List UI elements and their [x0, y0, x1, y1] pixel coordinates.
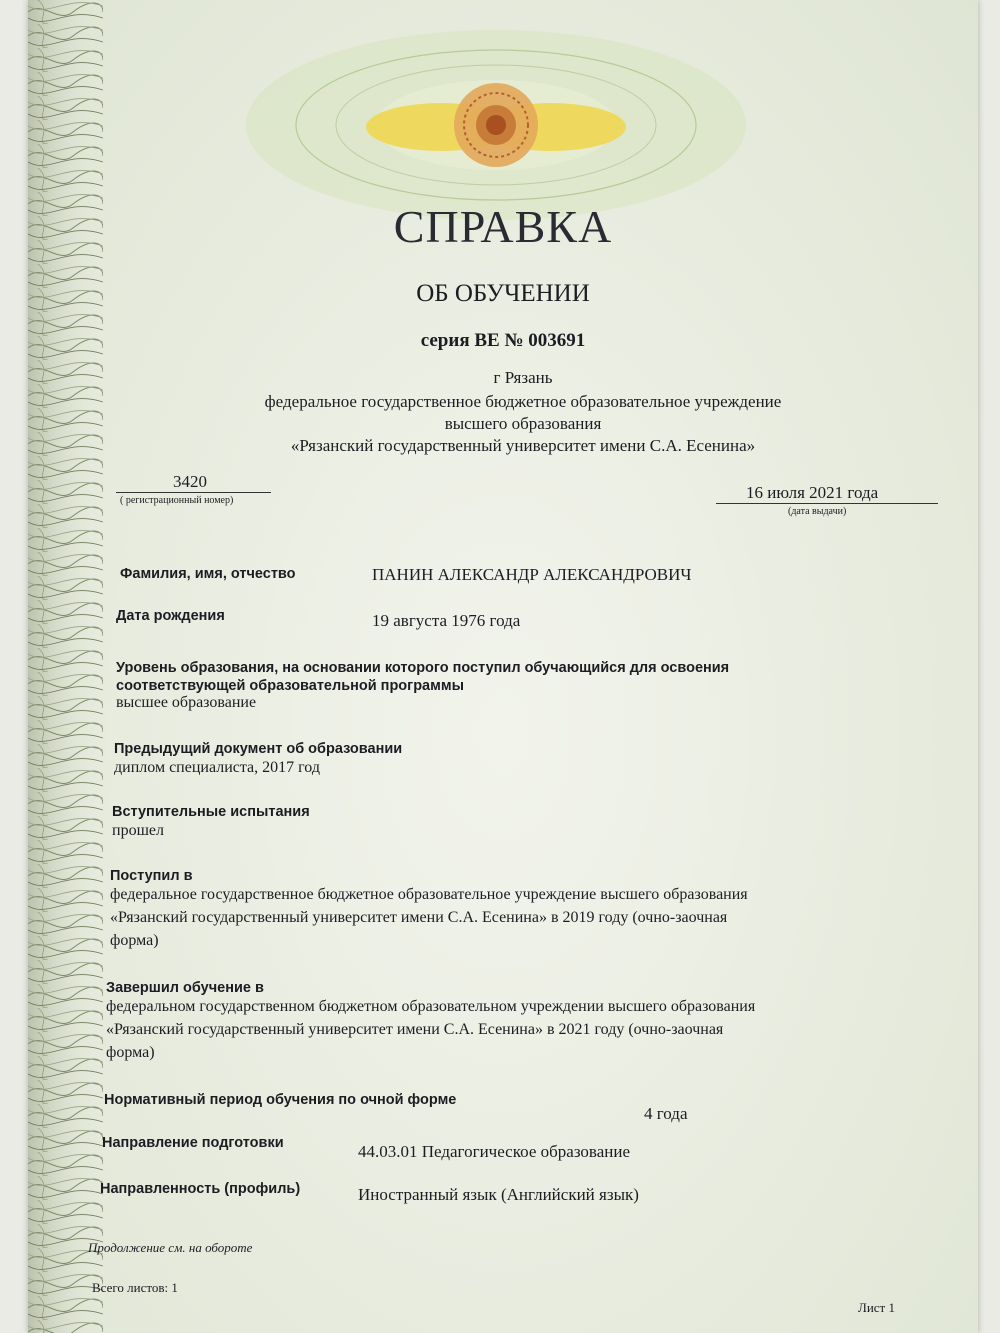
admitted-line-1: федеральное государственное бюджетное образовательное учреждение высшего образования — [110, 886, 748, 903]
profile-value: Иностранный язык (Английский язык) — [358, 1185, 639, 1204]
document-series: серия ВЕ № 003691 — [420, 330, 586, 351]
issue-date-caption: (дата выдачи) — [788, 506, 847, 517]
document-title: СПРАВКА — [393, 201, 613, 252]
period-value: 4 года — [644, 1104, 688, 1123]
birth-label: Дата рождения — [116, 608, 225, 624]
fio-label: Фамилия, имя, отчество — [120, 566, 296, 582]
institution-line-3: «Рязанский государственный университет имени С.А. Есенина» — [290, 436, 756, 455]
education-level-value: высшее образование — [116, 694, 257, 711]
education-level-label-2: соответствующей образовательной программы — [116, 678, 464, 694]
completed-line-1: федеральном государственном бюджетном образовательном учреждении высшего образования — [106, 998, 756, 1015]
institution-line-2: высшего образования — [444, 414, 602, 433]
continued-note: Продолжение см. на обороте — [88, 1240, 253, 1255]
prev-doc-label: Предыдущий документ об образовании — [114, 741, 403, 757]
registration-caption: ( регистрационный номер) — [120, 495, 234, 506]
completed-line-3: форма) — [106, 1044, 155, 1061]
admitted-label: Поступил в — [110, 868, 193, 884]
profile-label: Направленность (профиль) — [100, 1181, 301, 1197]
completed-line-2: «Рязанский государственный университет имени С.А. Есенина» в 2021 году (очно-заочная — [106, 1021, 724, 1038]
direction-label: Направление подготовки — [102, 1135, 284, 1151]
direction-value: 44.03.01 Педагогическое образование — [358, 1142, 631, 1161]
education-level-label-1: Уровень образования, на основании которого поступил обучающийся для освоения — [116, 660, 730, 676]
institution-line-1: федеральное государственное бюджетное образовательное учреждение — [264, 392, 782, 411]
certificate-page — [28, 0, 978, 1333]
birth-value: 19 августа 1976 года — [372, 611, 521, 630]
admitted-line-2: «Рязанский государственный университет имени С.А. Есенина» в 2019 году (очно-заочная — [110, 909, 728, 926]
issue-date: 16 июля 2021 года — [746, 483, 879, 502]
period-label: Нормативный период обучения по очной форме — [104, 1092, 457, 1108]
admitted-line-3: форма) — [110, 932, 159, 949]
entrance-value: прошел — [112, 822, 164, 839]
completed-label: Завершил обучение в — [106, 980, 264, 996]
registration-underline — [116, 492, 271, 493]
issue-date-underline — [716, 503, 938, 504]
sheet-number: Лист 1 — [858, 1300, 895, 1315]
prev-doc-value: диплом специалиста, 2017 год — [114, 759, 320, 776]
entrance-label: Вступительные испытания — [112, 804, 310, 820]
city: г Рязань — [493, 368, 553, 387]
fio-value: ПАНИН АЛЕКСАНДР АЛЕКСАНДРОВИЧ — [372, 565, 692, 584]
document-subtitle: ОБ ОБУЧЕНИИ — [416, 280, 590, 307]
registration-number: 3420 — [173, 472, 207, 491]
total-sheets: Всего листов: 1 — [92, 1280, 178, 1295]
